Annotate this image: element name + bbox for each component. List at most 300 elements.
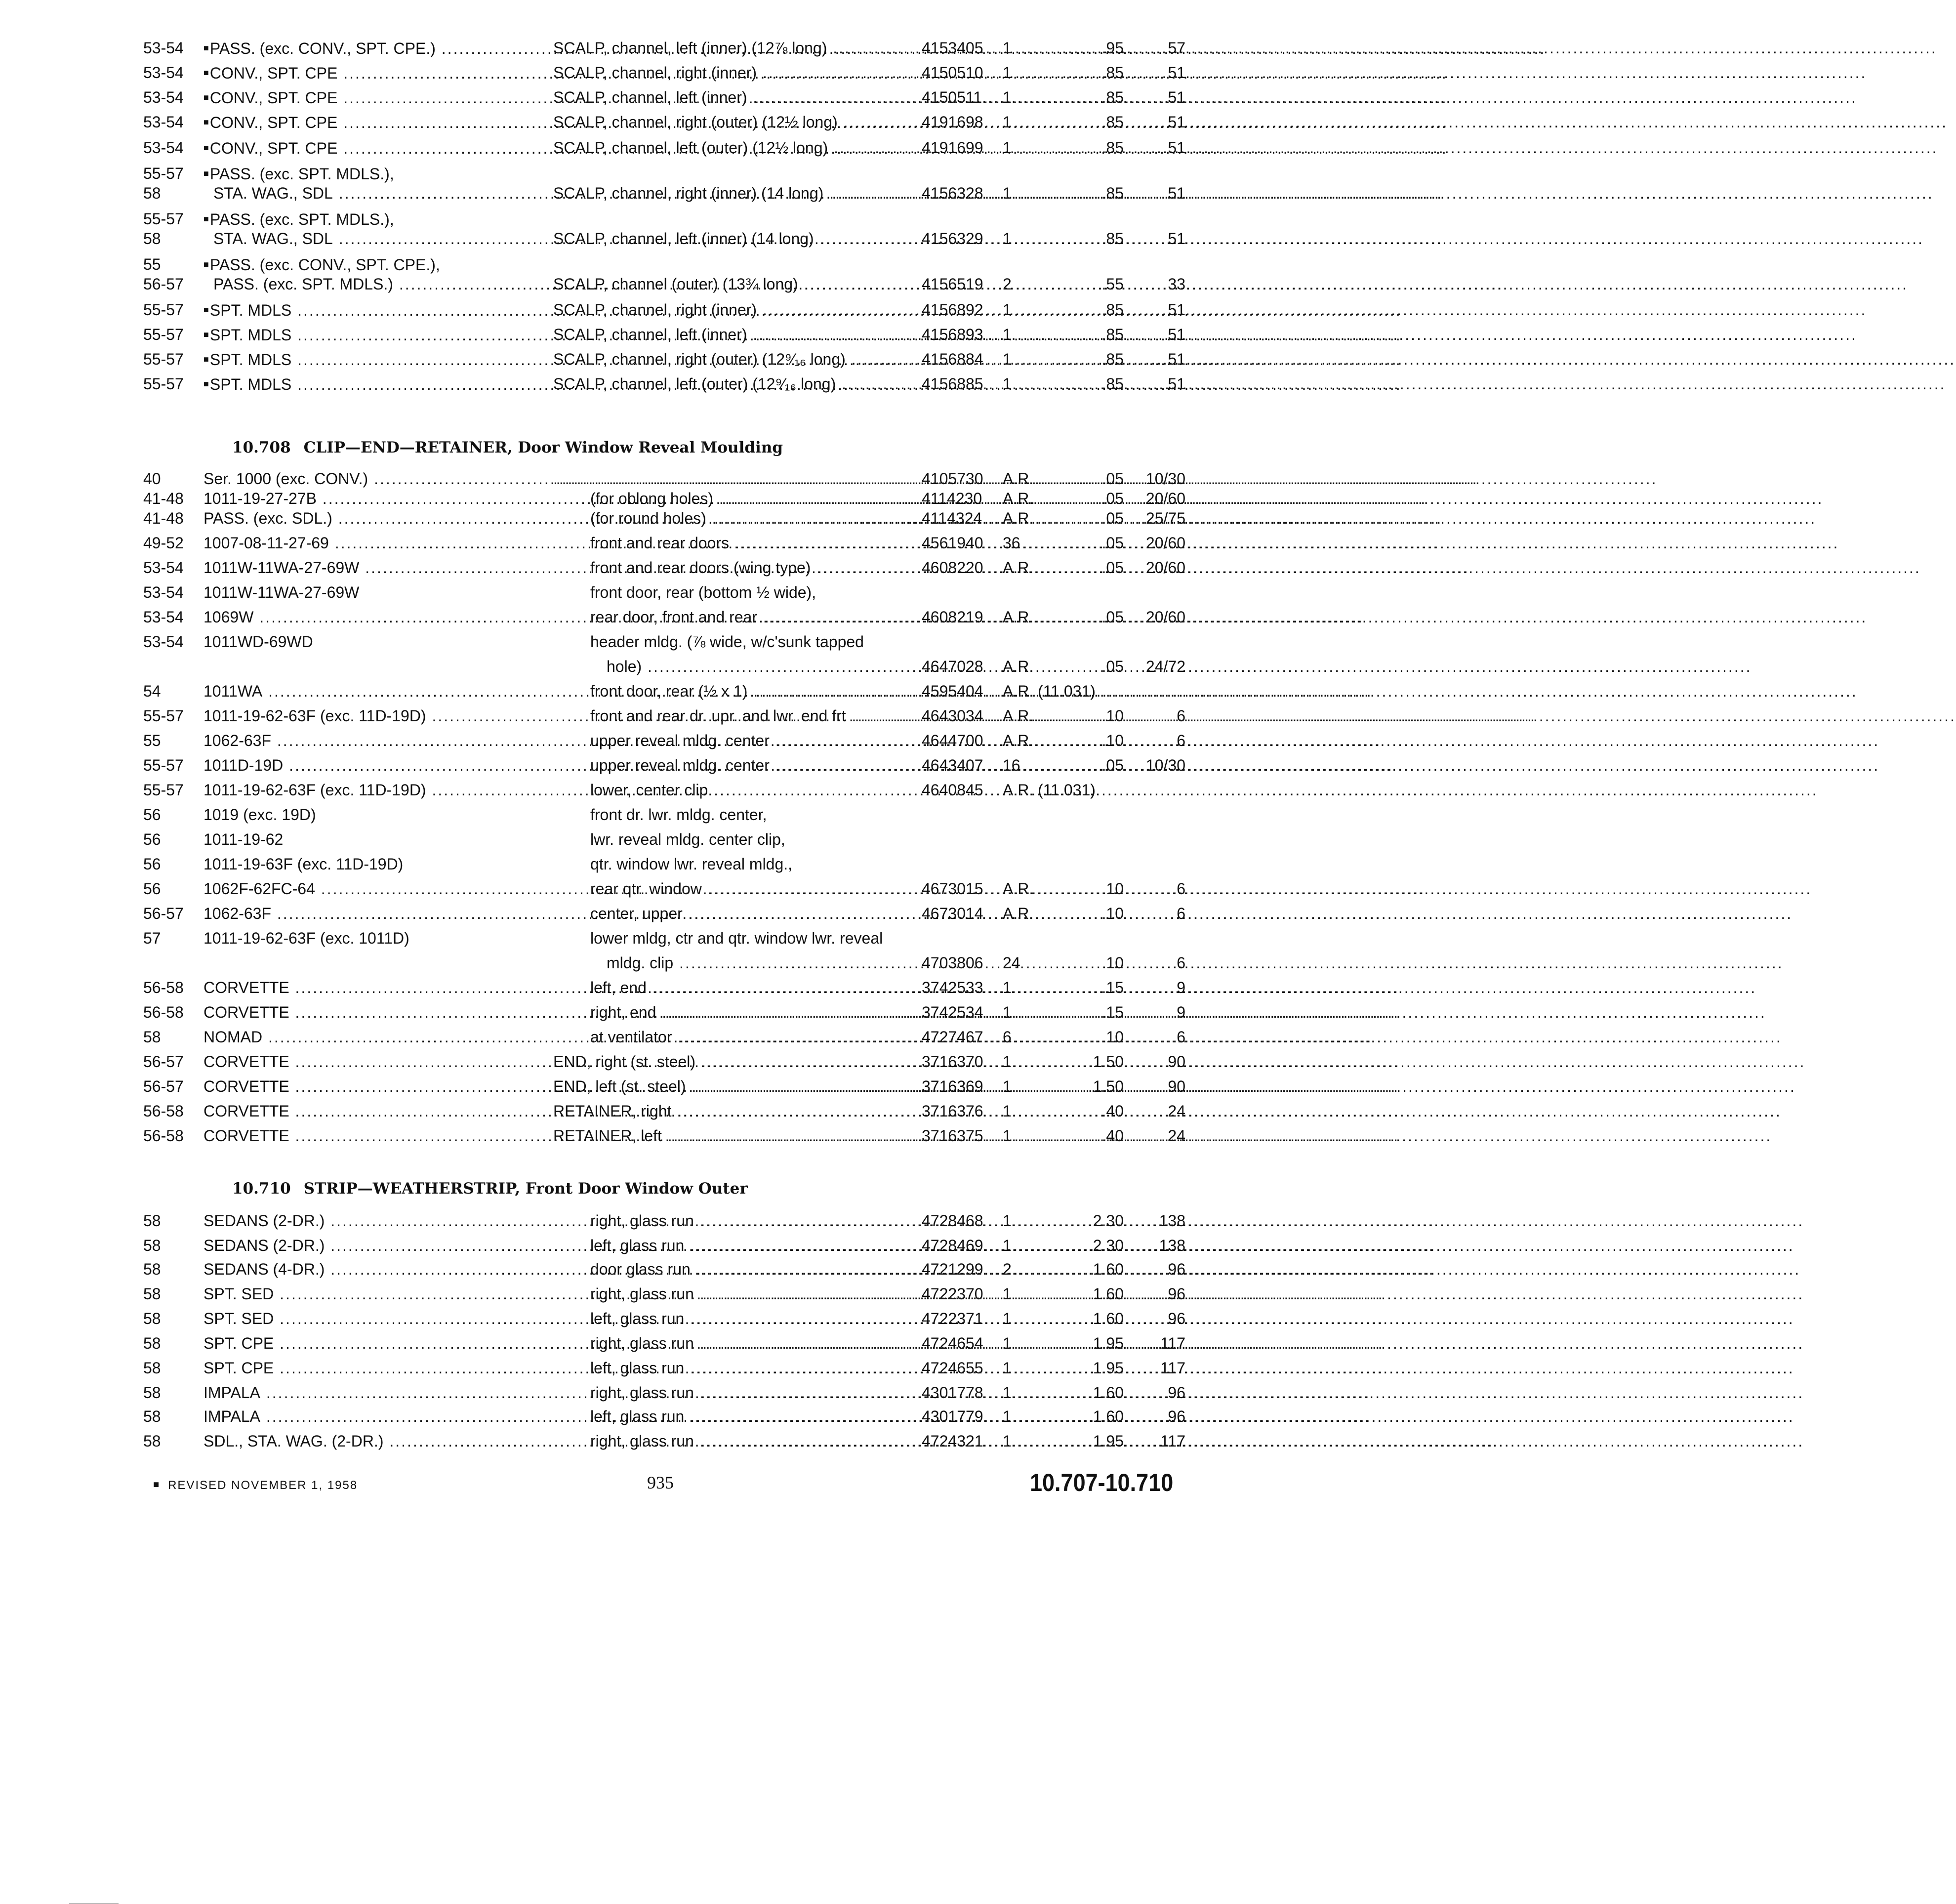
package-weight-text: 24/72 [1145, 658, 1185, 675]
body-model [204, 1260, 533, 1279]
model-year [143, 300, 203, 319]
part-description [590, 731, 918, 750]
list-price [1064, 63, 1124, 82]
list-price [1064, 88, 1124, 107]
part-description-text: right, end ..... [590, 1003, 1766, 1021]
package-weight [1131, 1309, 1185, 1328]
model-year [143, 88, 203, 107]
quantity [1003, 978, 1062, 997]
list-price-text: .85 [1101, 326, 1124, 343]
model-year-text: 53-54 [143, 88, 184, 106]
package-weight-text: 90 [1168, 1053, 1185, 1071]
list-price [1064, 325, 1124, 344]
list-price-text: .85 [1101, 375, 1124, 393]
list-price-text: .05 [1101, 509, 1124, 527]
part-description [553, 63, 918, 82]
package-weight-text: 6 [1177, 1028, 1185, 1046]
quantity-text: 1 [1003, 1212, 1012, 1230]
revision-mark: ■ [204, 214, 209, 224]
part-number-text: 4595404 [922, 682, 983, 700]
part-number-text: 3742534 [922, 1003, 983, 1021]
part-description-text: END, left (st. steel) ..... [553, 1077, 1796, 1095]
body-model-text: PASS. (exc. CONV., SPT. CPE.), [209, 256, 440, 274]
body-model-text: 1011-19-62 [204, 830, 284, 848]
part-number [922, 275, 996, 293]
list-price-text: 2.30 [1093, 1237, 1124, 1254]
model-year [143, 1211, 203, 1230]
part-description [590, 1003, 918, 1022]
model-year [143, 209, 203, 228]
quantity [1003, 1432, 1062, 1450]
part-description-text: rear door, front and rear ..... [590, 608, 1867, 626]
body-model [204, 1077, 533, 1096]
part-number-text: 4640845 [922, 781, 983, 799]
model-year [143, 1077, 203, 1096]
quantity-text: A.R. [1003, 608, 1034, 626]
part-number-text: 4722370 [922, 1285, 983, 1303]
package-weight [1131, 1077, 1185, 1096]
quantity-text: 1 [1003, 1334, 1012, 1352]
body-model-text: PASS. (exc. CONV., SPT. CPE.) ..... [210, 40, 1546, 57]
package-weight [1131, 469, 1185, 488]
part-number-text: 4673014 [922, 905, 983, 922]
section-number: 10.708 [232, 439, 291, 456]
quantity [1003, 300, 1062, 319]
part-description [553, 138, 918, 157]
part-number-text: 4114324 [922, 509, 982, 527]
quantity-text: 1 [1003, 39, 1012, 57]
body-model-text: SPT. CPE ..... [204, 1359, 1384, 1377]
list-price [1064, 558, 1124, 577]
part-description [590, 1359, 918, 1377]
part-description-text: left, glass run ..... [590, 1407, 1794, 1425]
body-model-text: IMPALA ..... [204, 1407, 1370, 1425]
part-description [553, 300, 918, 319]
model-year-text: 55-57 [143, 375, 184, 393]
body-model [204, 904, 533, 923]
quantity-text: 2 [1003, 1260, 1012, 1278]
package-weight [1131, 300, 1185, 319]
part-description-text: right, glass run ..... [590, 1285, 1804, 1303]
part-number-text: 4114230 [922, 490, 982, 507]
part-number-text: 4608220 [922, 559, 983, 577]
list-price-text: .85 [1101, 113, 1124, 131]
list-price [1064, 731, 1124, 750]
body-model-text: 1062-63F ..... [204, 905, 1381, 922]
part-description [553, 275, 918, 293]
part-description-text: SCALP, channel, right (outer) (12⁹⁄₁₆ long) ..... [553, 350, 1956, 368]
package-weight [1131, 879, 1185, 898]
quantity [1003, 657, 1062, 676]
list-price-text: .85 [1101, 139, 1124, 157]
part-number [922, 1211, 996, 1230]
part-number-text: 4703806 [922, 954, 983, 972]
body-model-text: CONV., SPT. CPE ..... [210, 114, 1448, 131]
package-weight [1131, 1334, 1185, 1353]
model-year-text: 53-54 [143, 583, 184, 601]
model-year-text: 55-57 [143, 350, 184, 368]
quantity [1003, 374, 1062, 393]
model-year-text: 53-54 [143, 64, 184, 82]
body-model-text: 1062F-62FC-64 ..... [204, 880, 1425, 898]
part-description [590, 1260, 918, 1279]
part-number-text: 4301779 [922, 1407, 983, 1425]
body-model [204, 489, 533, 508]
list-price-text: 1.50 [1093, 1053, 1124, 1071]
part-number-text: 3716369 [922, 1077, 983, 1095]
package-weight-text: 20/60 [1145, 608, 1185, 626]
part-description-text: front door, rear (bottom ½ wide), [590, 583, 816, 601]
package-weight [1131, 1003, 1185, 1022]
list-price [1064, 1028, 1124, 1046]
model-year [143, 781, 203, 799]
quantity [1003, 1334, 1062, 1353]
quantity [1003, 1052, 1062, 1071]
part-description [590, 489, 918, 508]
quantity [1003, 1236, 1062, 1255]
part-description [590, 978, 918, 997]
list-price-text: .10 [1101, 905, 1124, 922]
package-weight-text: 51 [1168, 184, 1185, 202]
body-model-text: 1011W-11WA-27-69W [204, 583, 360, 601]
model-year-text: 58 [143, 1407, 161, 1425]
body-model [204, 325, 533, 344]
part-description [590, 682, 918, 701]
list-price [1064, 1383, 1124, 1402]
part-description-text: RETAINER, right ..... [553, 1102, 1782, 1120]
body-model [204, 558, 533, 577]
part-number [922, 1260, 996, 1279]
model-year-text: 58 [143, 1432, 161, 1450]
part-number [922, 904, 996, 923]
list-price [1064, 138, 1124, 157]
package-weight [1131, 608, 1185, 626]
list-price [1064, 1077, 1124, 1096]
part-number [922, 113, 996, 131]
package-weight-text: 51 [1168, 326, 1185, 343]
body-model [204, 978, 533, 997]
package-weight-text: 51 [1168, 301, 1185, 319]
part-description [590, 904, 918, 923]
model-year [143, 929, 203, 948]
list-price-text: .05 [1101, 534, 1124, 552]
body-model [204, 1052, 533, 1071]
part-description [590, 756, 918, 775]
body-model-text: PASS. (exc. SPT. MDLS.) ..... [213, 275, 1503, 293]
body-model [204, 1432, 533, 1450]
model-year [143, 879, 203, 898]
list-price-text: 1.95 [1093, 1359, 1124, 1377]
package-weight [1131, 706, 1185, 725]
part-description-text: lwr. reveal mldg. center clip, [590, 830, 785, 848]
package-weight-text: 20/60 [1145, 534, 1185, 552]
quantity [1003, 1309, 1062, 1328]
part-number [922, 1284, 996, 1303]
model-year [143, 1383, 203, 1402]
package-weight-text: 57 [1168, 39, 1185, 57]
part-number-text: 4191698 [922, 113, 983, 131]
part-number [922, 350, 996, 369]
part-number-text: 4721299 [922, 1260, 983, 1278]
quantity [1003, 1211, 1062, 1230]
part-description-text: left, end ..... [590, 979, 1756, 996]
section-number: 10.710 [232, 1180, 291, 1198]
body-model-text: SPT. MDLS ..... [210, 375, 1402, 393]
package-weight-text: 51 [1168, 64, 1185, 82]
body-model-text: 1011W-11WA-27-69W ..... [204, 559, 1469, 577]
quantity-text: A.R. [1003, 732, 1034, 749]
part-number-text: 4105730 [922, 470, 983, 488]
list-price [1064, 184, 1124, 203]
body-model-text: 1011-19-62-63F (exc. 11D-19D) ..... [204, 707, 1536, 725]
part-description [590, 1236, 918, 1255]
package-weight-text: 10/30 [1145, 756, 1185, 774]
revision-mark: ■ [204, 330, 209, 339]
quantity [1003, 1028, 1062, 1046]
quantity-text: A.R. [1003, 559, 1034, 577]
part-description [553, 374, 918, 393]
model-year-text: 58 [143, 1212, 161, 1230]
model-year-text: 56 [143, 806, 161, 824]
revision-mark: ■ [204, 379, 209, 389]
quantity [1003, 953, 1062, 972]
body-model-text: SPT. MDLS ..... [210, 351, 1402, 369]
quantity [1003, 682, 1096, 701]
part-description-text: door glass run ..... [590, 1260, 1800, 1278]
part-description [590, 534, 918, 552]
model-year-text: 58 [143, 1237, 161, 1254]
model-year-text: 56-58 [143, 979, 184, 996]
body-model [204, 608, 533, 626]
model-year [143, 1102, 203, 1120]
package-weight [1131, 1284, 1185, 1303]
part-description-text: upper reveal mldg. center ..... [590, 756, 1879, 774]
model-year-text: 56 [143, 830, 161, 848]
package-weight [1131, 325, 1185, 344]
model-year-text: 55 [143, 732, 161, 749]
package-weight [1131, 904, 1185, 923]
part-number-text: 4156885 [922, 375, 983, 393]
model-year [143, 63, 203, 82]
quantity-text: A.R. [1003, 509, 1034, 527]
model-year-text: 55-57 [143, 210, 184, 228]
part-description-text: upper reveal mldg. center ..... [590, 732, 1879, 749]
package-weight-text: 51 [1168, 113, 1185, 131]
part-description-text: front dr. lwr. mldg. center, [590, 806, 767, 824]
quantity [1003, 113, 1062, 131]
package-weight [1131, 1432, 1185, 1450]
package-weight [1131, 374, 1185, 393]
part-number [922, 1309, 996, 1328]
list-price-text: .10 [1101, 880, 1124, 898]
body-model [204, 164, 533, 183]
quantity [1003, 1383, 1062, 1402]
body-model [204, 534, 533, 552]
body-model [204, 1028, 533, 1046]
part-description-text: left, glass run ..... [590, 1310, 1794, 1327]
part-description-text: left, glass run ..... [590, 1359, 1794, 1377]
model-year [143, 325, 203, 344]
body-model-text: IMPALA ..... [204, 1384, 1370, 1402]
part-number-text: 3716370 [922, 1053, 983, 1071]
quantity-text: 1 [1003, 184, 1012, 202]
list-price-text: .85 [1101, 64, 1124, 82]
model-year [143, 113, 203, 131]
part-description [553, 113, 918, 131]
part-description-text: front door, rear (½ x 1) ..... [590, 682, 1858, 700]
list-price-text: .15 [1101, 979, 1124, 996]
model-year [143, 632, 203, 651]
body-model-text: CONV., SPT. CPE ..... [210, 89, 1448, 107]
quantity [1003, 1260, 1062, 1279]
part-description-text: SCALP, channel, right (inner) (14 long) ..... [553, 184, 1934, 202]
model-year-text: 58 [143, 1334, 161, 1352]
quantity-text: 1 [1003, 375, 1012, 393]
part-number-text: 4724321 [922, 1432, 983, 1450]
package-weight-text: 24 [1168, 1102, 1185, 1120]
body-model-text: PASS. (exc. SPT. MDLS.), [209, 210, 394, 228]
quantity [1003, 1102, 1062, 1120]
part-number-text: 4301778 [922, 1384, 983, 1402]
body-model-text: CORVETTE ..... [204, 979, 1399, 996]
quantity [1003, 904, 1062, 923]
package-weight [1131, 1211, 1185, 1230]
package-weight-text: 138 [1159, 1237, 1185, 1254]
list-price-text: .10 [1101, 1028, 1124, 1046]
model-year [143, 1003, 203, 1022]
model-year-text: 55 [143, 255, 161, 273]
part-number-text: 4156519 [922, 275, 983, 293]
body-model-text: SPT. SED ..... [204, 1285, 1384, 1303]
model-year [143, 39, 203, 57]
model-year [143, 1334, 203, 1353]
quantity [1003, 1407, 1062, 1426]
part-number-text: 4647028 [922, 658, 983, 675]
model-year-text: 56-58 [143, 1127, 184, 1145]
part-number [922, 300, 996, 319]
model-year-text: 56 [143, 880, 161, 898]
part-description [590, 1028, 918, 1046]
package-weight-text: 96 [1168, 1407, 1185, 1425]
part-description [590, 509, 918, 528]
body-model [204, 1003, 533, 1022]
package-weight [1131, 184, 1185, 203]
part-description-text: front and rear doors (wing type) ..... [590, 559, 1921, 577]
package-weight [1131, 39, 1185, 57]
model-year-text: 57 [143, 929, 161, 947]
part-number-text: 4156884 [922, 350, 983, 368]
part-description-text: RETAINER, left ..... [553, 1127, 1772, 1145]
quantity-text: A.R. [1003, 490, 1034, 507]
part-number [922, 608, 996, 626]
model-year-text: 53-54 [143, 39, 184, 57]
body-model-text: Ser. 1000 (exc. CONV.) ..... [204, 470, 1478, 488]
package-weight [1131, 1407, 1185, 1426]
section-heading-10-708 [232, 439, 783, 456]
list-price-text: .40 [1101, 1102, 1124, 1120]
package-weight [1131, 138, 1185, 157]
list-price-text: 2.30 [1093, 1212, 1124, 1230]
part-description-text: SCALP, channel (outer) (13¾ long) ..... [553, 275, 1908, 293]
list-price [1064, 229, 1124, 248]
body-model-text: 1019 (exc. 19D) [204, 806, 316, 824]
model-year [143, 731, 203, 750]
part-number [922, 756, 996, 775]
body-model [204, 855, 533, 873]
model-year-text: 58 [143, 1285, 161, 1303]
quantity-text: 1 [1003, 88, 1012, 106]
part-description [590, 583, 918, 602]
section-title: CLIP—END—RETAINER, Door Window Reveal Moulding [303, 439, 783, 456]
part-number [922, 879, 996, 898]
list-price [1064, 1334, 1124, 1353]
package-weight-text: 9 [1177, 1003, 1185, 1021]
part-number [922, 781, 996, 799]
body-model-text: CORVETTE ..... [204, 1077, 1399, 1095]
package-weight-text: 117 [1160, 1359, 1185, 1377]
list-price [1064, 756, 1124, 775]
model-year [143, 350, 203, 369]
body-model-text: SEDANS (2-DR.) ..... [204, 1237, 1435, 1254]
part-number-text: 4722371 [922, 1310, 983, 1327]
part-number [922, 1052, 996, 1071]
quantity [1003, 1359, 1062, 1377]
quantity-text: 1 [1003, 1310, 1012, 1327]
part-description [553, 469, 918, 488]
list-price [1064, 657, 1124, 676]
package-weight-text: 6 [1177, 880, 1185, 898]
body-model [204, 1102, 533, 1120]
package-weight [1131, 1236, 1185, 1255]
part-description-text: (for round holes) ..... [590, 509, 1816, 527]
package-weight [1131, 350, 1185, 369]
package-weight-text: 20/60 [1145, 559, 1185, 577]
quantity [1003, 325, 1062, 344]
model-year-text: 53-54 [143, 139, 184, 157]
body-model-text: CONV., SPT. CPE ..... [210, 64, 1448, 82]
body-model-text: SEDANS (4-DR.) ..... [204, 1260, 1435, 1278]
part-description [553, 184, 918, 203]
model-year [143, 558, 203, 577]
model-year [143, 1052, 203, 1071]
list-price [1064, 1432, 1124, 1450]
list-price-text: 1.50 [1093, 1077, 1124, 1095]
list-price-text: .85 [1101, 230, 1124, 248]
part-description [590, 1309, 918, 1328]
model-year [143, 1432, 203, 1450]
model-year-text: 58 [143, 1384, 161, 1402]
quantity-text: 1 [1003, 1237, 1012, 1254]
list-price [1064, 1236, 1124, 1255]
package-weight-text: 6 [1177, 732, 1185, 749]
body-model [213, 275, 533, 293]
part-number [922, 534, 996, 552]
quantity-text: 1 [1003, 301, 1012, 319]
quantity-text: 2 [1003, 275, 1012, 293]
model-year-text: 56-58 [143, 1102, 184, 1120]
list-price [1064, 608, 1124, 626]
package-weight [1131, 1102, 1185, 1120]
package-weight [1131, 657, 1185, 676]
body-model [204, 374, 533, 394]
part-number-text: 4156328 [922, 184, 983, 202]
quantity [1003, 88, 1062, 107]
package-weight [1131, 756, 1185, 775]
package-weight-text: 96 [1168, 1260, 1185, 1278]
quantity-text: 1 [1003, 230, 1012, 248]
list-price-text: .40 [1101, 1127, 1124, 1145]
model-year-text: 58 [143, 230, 161, 248]
